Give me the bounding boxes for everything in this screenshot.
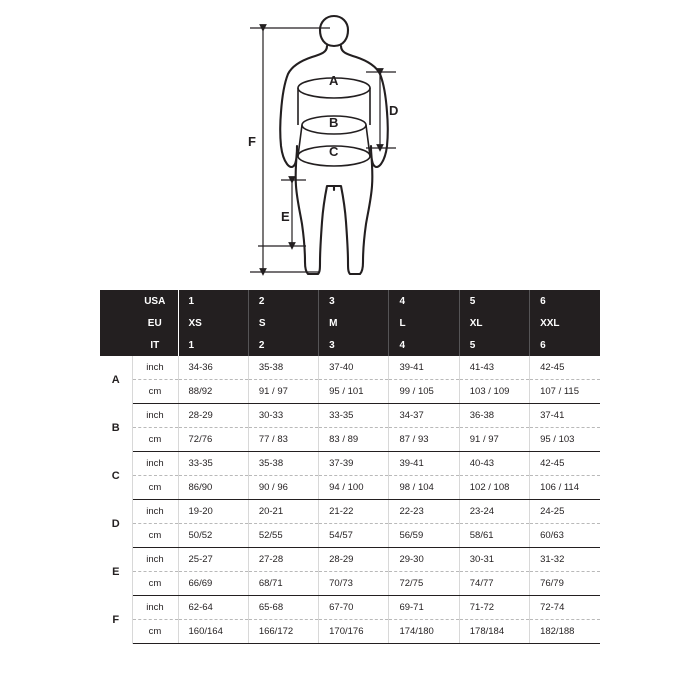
- cell-D-inch-2: 20-21: [248, 500, 318, 524]
- cell-F-cm-1: 160/164: [178, 620, 248, 644]
- row-unit-E-inch: inch: [132, 548, 178, 572]
- figure-label-E: E: [281, 209, 290, 224]
- figure-label-B: B: [329, 115, 339, 130]
- cell-A-inch-1: 34-36: [178, 356, 248, 380]
- cell-B-inch-3: 33-35: [319, 404, 389, 428]
- cell-D-inch-4: 22-23: [389, 500, 459, 524]
- table-row: [100, 356, 600, 380]
- cell-D-cm-6: 60/63: [530, 524, 600, 548]
- cell-C-cm-5: 102 / 108: [459, 476, 529, 500]
- table-row: [100, 380, 600, 404]
- cell-C-inch-5: 40-43: [459, 452, 529, 476]
- table-header-row-eu: [100, 312, 600, 334]
- header-usa-1: 1: [178, 290, 248, 312]
- table-row: [100, 572, 600, 596]
- cell-B-cm-5: 91 / 97: [459, 428, 529, 452]
- header-it-4: 4: [389, 334, 459, 356]
- cell-A-cm-5: 103 / 109: [459, 380, 529, 404]
- cell-F-inch-5: 71-72: [459, 596, 529, 620]
- cell-D-cm-5: 58/61: [459, 524, 529, 548]
- row-letter-A: A: [100, 356, 132, 404]
- row-unit-B-cm: cm: [132, 428, 178, 452]
- cell-D-inch-1: 19-20: [178, 500, 248, 524]
- row-letter-C: C: [100, 452, 132, 500]
- cell-B-inch-5: 36-38: [459, 404, 529, 428]
- cell-E-inch-3: 28-29: [319, 548, 389, 572]
- cell-D-cm-1: 50/52: [178, 524, 248, 548]
- cell-C-inch-6: 42-45: [530, 452, 600, 476]
- row-unit-B-inch: inch: [132, 404, 178, 428]
- table-header-row-usa: [100, 290, 600, 312]
- cell-A-cm-1: 88/92: [178, 380, 248, 404]
- cell-F-inch-2: 65-68: [248, 596, 318, 620]
- table-row: [100, 596, 600, 620]
- cell-F-cm-5: 178/184: [459, 620, 529, 644]
- header-eu-1: XS: [178, 312, 248, 334]
- cell-E-cm-6: 76/79: [530, 572, 600, 596]
- measure-guides: [250, 28, 399, 272]
- cell-F-cm-2: 166/172: [248, 620, 318, 644]
- cell-B-inch-6: 37-41: [530, 404, 600, 428]
- cell-C-inch-2: 35-38: [248, 452, 318, 476]
- cell-A-cm-3: 95 / 101: [319, 380, 389, 404]
- row-unit-D-cm: cm: [132, 524, 178, 548]
- cell-B-cm-1: 72/76: [178, 428, 248, 452]
- cell-E-cm-5: 74/77: [459, 572, 529, 596]
- cell-F-inch-6: 72-74: [530, 596, 600, 620]
- cell-A-cm-4: 99 / 105: [389, 380, 459, 404]
- header-it-2: 2: [248, 334, 318, 356]
- cell-E-cm-2: 68/71: [248, 572, 318, 596]
- header-eu-5: XL: [459, 312, 529, 334]
- cell-B-cm-4: 87 / 93: [389, 428, 459, 452]
- cell-F-cm-6: 182/188: [530, 620, 600, 644]
- row-letter-F: F: [100, 596, 132, 644]
- cell-D-cm-2: 52/55: [248, 524, 318, 548]
- table-row: [100, 548, 600, 572]
- cell-C-inch-1: 33-35: [178, 452, 248, 476]
- table-row: [100, 428, 600, 452]
- row-letter-B: B: [100, 404, 132, 452]
- cell-A-inch-2: 35-38: [248, 356, 318, 380]
- header-eu-2: S: [248, 312, 318, 334]
- cell-E-cm-1: 66/69: [178, 572, 248, 596]
- table-row: [100, 620, 600, 644]
- row-letter-D: D: [100, 500, 132, 548]
- row-unit-E-cm: cm: [132, 572, 178, 596]
- figure-label-C: C: [329, 144, 339, 159]
- cell-E-inch-1: 25-27: [178, 548, 248, 572]
- header-it-6: 6: [530, 334, 600, 356]
- header-corner-cell-2: [100, 312, 132, 334]
- row-letter-E: E: [100, 548, 132, 596]
- cell-C-cm-2: 90 / 96: [248, 476, 318, 500]
- header-usa-4: 4: [389, 290, 459, 312]
- cell-C-inch-4: 39-41: [389, 452, 459, 476]
- size-table-wrapper: [100, 290, 600, 644]
- header-it-5: 5: [459, 334, 529, 356]
- cell-A-cm-2: 91 / 97: [248, 380, 318, 404]
- cell-C-inch-3: 37-39: [319, 452, 389, 476]
- header-it-3: 3: [319, 334, 389, 356]
- row-unit-F-cm: cm: [132, 620, 178, 644]
- figure-label-A: A: [329, 73, 339, 88]
- cell-D-inch-5: 23-24: [459, 500, 529, 524]
- cell-B-cm-6: 95 / 103: [530, 428, 600, 452]
- table-row: [100, 476, 600, 500]
- cell-D-cm-3: 54/57: [319, 524, 389, 548]
- cell-A-inch-6: 42-45: [530, 356, 600, 380]
- header-label-usa: USA: [132, 290, 178, 312]
- cell-E-cm-3: 70/73: [319, 572, 389, 596]
- cell-C-cm-1: 86/90: [178, 476, 248, 500]
- cell-C-cm-3: 94 / 100: [319, 476, 389, 500]
- body-measurement-figure: [0, 0, 700, 288]
- header-label-it: IT: [132, 334, 178, 356]
- header-usa-6: 6: [530, 290, 600, 312]
- header-it-1: 1: [178, 334, 248, 356]
- cell-B-inch-1: 28-29: [178, 404, 248, 428]
- cell-E-cm-4: 72/75: [389, 572, 459, 596]
- table-row: [100, 404, 600, 428]
- cell-C-cm-4: 98 / 104: [389, 476, 459, 500]
- table-row: [100, 500, 600, 524]
- cell-A-inch-4: 39-41: [389, 356, 459, 380]
- cell-A-cm-6: 107 / 115: [530, 380, 600, 404]
- row-unit-F-inch: inch: [132, 596, 178, 620]
- header-usa-3: 3: [319, 290, 389, 312]
- cell-E-inch-5: 30-31: [459, 548, 529, 572]
- header-eu-4: L: [389, 312, 459, 334]
- header-usa-2: 2: [248, 290, 318, 312]
- cell-C-cm-6: 106 / 114: [530, 476, 600, 500]
- cell-B-inch-4: 34-37: [389, 404, 459, 428]
- table-row: [100, 524, 600, 548]
- cell-E-inch-6: 31-32: [530, 548, 600, 572]
- cell-D-inch-3: 21-22: [319, 500, 389, 524]
- figure-label-F: F: [248, 134, 256, 149]
- cell-F-inch-3: 67-70: [319, 596, 389, 620]
- header-label-eu: EU: [132, 312, 178, 334]
- header-corner-cell: [100, 290, 132, 312]
- cell-B-cm-3: 83 / 89: [319, 428, 389, 452]
- table-row: [100, 452, 600, 476]
- cell-F-inch-1: 62-64: [178, 596, 248, 620]
- cell-A-inch-5: 41-43: [459, 356, 529, 380]
- figure-svg: [0, 0, 700, 288]
- cell-B-cm-2: 77 / 83: [248, 428, 318, 452]
- header-usa-5: 5: [459, 290, 529, 312]
- cell-D-cm-4: 56/59: [389, 524, 459, 548]
- header-eu-3: M: [319, 312, 389, 334]
- cell-B-inch-2: 30-33: [248, 404, 318, 428]
- header-eu-6: XXL: [530, 312, 600, 334]
- row-unit-C-cm: cm: [132, 476, 178, 500]
- cell-E-inch-4: 29-30: [389, 548, 459, 572]
- cell-F-cm-3: 170/176: [319, 620, 389, 644]
- cell-A-inch-3: 37-40: [319, 356, 389, 380]
- cell-F-cm-4: 174/180: [389, 620, 459, 644]
- row-unit-A-cm: cm: [132, 380, 178, 404]
- row-unit-C-inch: inch: [132, 452, 178, 476]
- size-table: [100, 290, 600, 644]
- row-unit-A-inch: inch: [132, 356, 178, 380]
- row-unit-D-inch: inch: [132, 500, 178, 524]
- figure-label-D: D: [389, 103, 399, 118]
- cell-F-inch-4: 69-71: [389, 596, 459, 620]
- cell-D-inch-6: 24-25: [530, 500, 600, 524]
- header-corner-cell-3: [100, 334, 132, 356]
- table-header-row-it: [100, 334, 600, 356]
- cell-E-inch-2: 27-28: [248, 548, 318, 572]
